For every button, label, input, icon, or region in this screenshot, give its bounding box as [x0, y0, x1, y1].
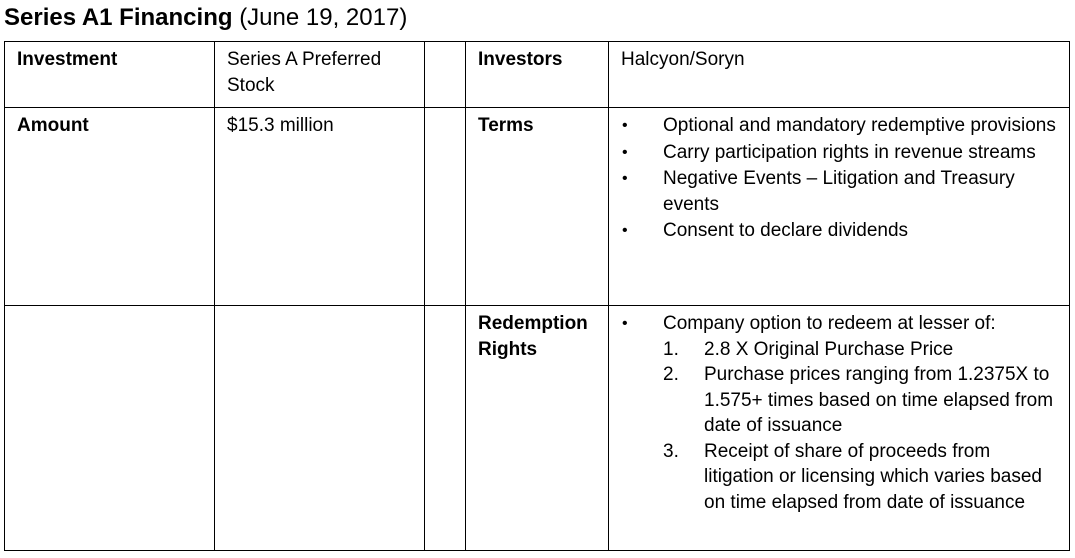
- bullet-icon: •: [622, 170, 628, 187]
- bullet-icon: •: [622, 143, 628, 161]
- list-item-text: Consent to declare dividends: [663, 220, 909, 241]
- terms-value: [609, 108, 1070, 306]
- list-item: [621, 166, 1057, 217]
- numbered-item-text: 2.8 X Original Purchase Price: [704, 338, 954, 360]
- title-date: (June 19, 2017): [239, 4, 408, 31]
- financing-terms-table: [4, 41, 1070, 551]
- empty-cell: [215, 306, 425, 551]
- table-row: [5, 108, 1070, 306]
- spacer-cell: [425, 108, 466, 306]
- bullet-icon: •: [622, 117, 628, 134]
- item-number: 3.: [663, 440, 679, 462]
- numbered-item: [663, 362, 1057, 439]
- item-number: 1.: [663, 338, 679, 360]
- list-item-text: Negative Events – Litigation and Treasury events: [663, 168, 1015, 215]
- amount-label: Amount: [5, 108, 215, 306]
- list-item: [621, 311, 1057, 515]
- redemption-rights-value: [609, 306, 1070, 551]
- list-item: [621, 140, 1057, 166]
- numbered-item-text: Purchase prices ranging from 1.2375X to 1.575+ times based on time elapsed from date of issuance: [704, 364, 1054, 436]
- amount-value: $15.3 million: [215, 108, 425, 306]
- title-main: Series A1 Financing: [4, 4, 233, 31]
- terms-list: [621, 113, 1057, 244]
- table-row: [5, 42, 1070, 108]
- spacer-cell: [425, 306, 466, 551]
- investment-label: Investment: [5, 42, 215, 108]
- list-item: [621, 113, 1057, 139]
- list-item-text: Optional and mandatory redemptive provisions: [663, 115, 1056, 136]
- table-row: [5, 306, 1070, 551]
- item-number: 2.: [663, 364, 679, 385]
- redemption-list: [621, 311, 1057, 515]
- terms-label: Terms: [466, 108, 609, 306]
- spacer-cell: [425, 42, 466, 108]
- investment-value: Series A Preferred Stock: [215, 42, 425, 108]
- empty-cell: [5, 306, 215, 551]
- investors-value: Halcyon/Soryn: [609, 42, 1070, 108]
- bullet-icon: •: [622, 222, 628, 239]
- list-item: [621, 218, 1057, 244]
- numbered-item-text: Receipt of share of proceeds from litigation or licensing which varies based on time elapsed from date of issuance: [704, 440, 1042, 513]
- page-title: [4, 3, 407, 33]
- numbered-item: [663, 337, 1057, 363]
- list-item-text: Carry participation rights in revenue streams: [663, 141, 1036, 163]
- investors-label: Investors: [466, 42, 609, 108]
- list-item-text: Company option to redeem at lesser of:: [663, 313, 996, 334]
- redemption-rights-label: Redemption Rights: [466, 306, 609, 551]
- bullet-icon: •: [622, 315, 628, 332]
- redemption-options-list: [663, 337, 1057, 516]
- numbered-item: [663, 439, 1057, 516]
